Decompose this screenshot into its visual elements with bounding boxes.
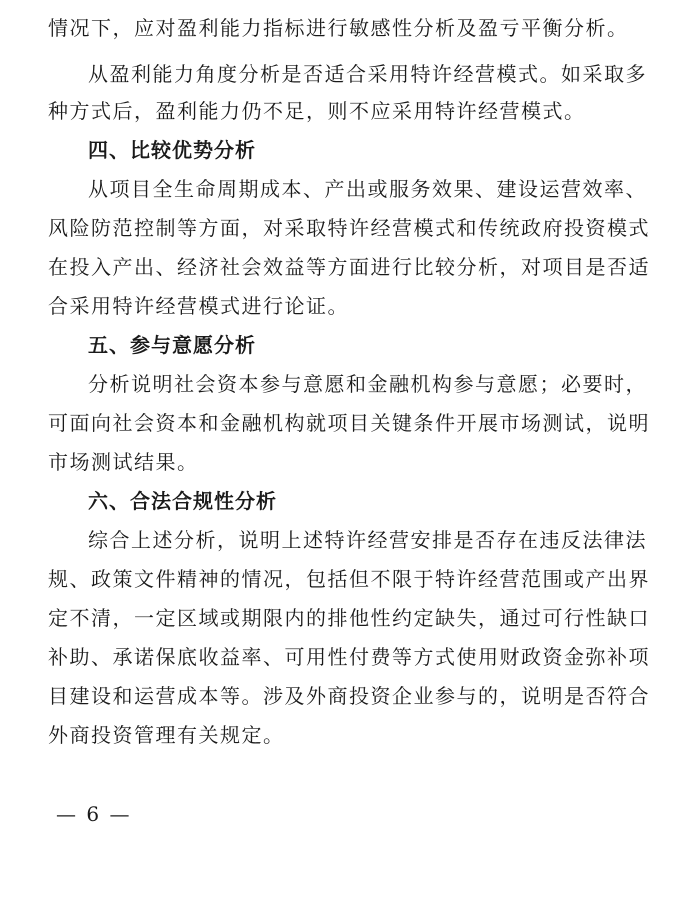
paragraph-line: 分析说明社会资本参与意愿和金融机构参与意愿；必要时， xyxy=(88,372,647,396)
paragraph-line: 情况下，应对盈利能力指标进行敏感性分析及盈亏平衡分析。 xyxy=(48,16,629,40)
paragraph-line: 合采用特许经营模式进行论证。 xyxy=(48,294,349,318)
paragraph-line: 市场测试结果。 xyxy=(48,450,199,474)
paragraph-line: 可面向社会资本和金融机构就项目关键条件开展市场测试，说明 xyxy=(48,411,650,435)
section-heading-legal-compliance: 六、合法合规性分析 xyxy=(88,489,277,513)
paragraph-line: 规、政策文件精神的情况，包括但不限于特许经营范围或产出界 xyxy=(48,567,650,591)
page-number: — 6 — xyxy=(56,802,132,826)
paragraph-line: 从盈利能力角度分析是否适合采用特许经营模式。如采取多 xyxy=(88,62,647,86)
section-heading-comparative-advantage: 四、比较优势分析 xyxy=(88,138,256,162)
paragraph-line: 风险防范控制等方面，对采取特许经营模式和传统政府投资模式 xyxy=(48,216,650,240)
paragraph-line: 综合上述分析，说明上述特许经营安排是否存在违反法律法 xyxy=(88,528,647,552)
paragraph-line: 目建设和运营成本等。涉及外商投资企业参与的，说明是否符合 xyxy=(48,684,650,708)
paragraph-line: 补助、承诺保底收益率、可用性付费等方式使用财政资金弥补项 xyxy=(48,645,650,669)
paragraph-line: 种方式后，盈利能力仍不足，则不应采用特许经营模式。 xyxy=(48,99,586,123)
paragraph-line: 定不清，一定区域或期限内的排他性约定缺失，通过可行性缺口 xyxy=(48,606,650,630)
paragraph-line: 外商投资管理有关规定。 xyxy=(48,723,285,747)
paragraph-line: 从项目全生命周期成本、产出或服务效果、建设运营效率、 xyxy=(88,177,647,201)
section-heading-participation-willingness: 五、参与意愿分析 xyxy=(88,333,256,357)
paragraph-line: 在投入产出、经济社会效益等方面进行比较分析，对项目是否适 xyxy=(48,255,650,279)
